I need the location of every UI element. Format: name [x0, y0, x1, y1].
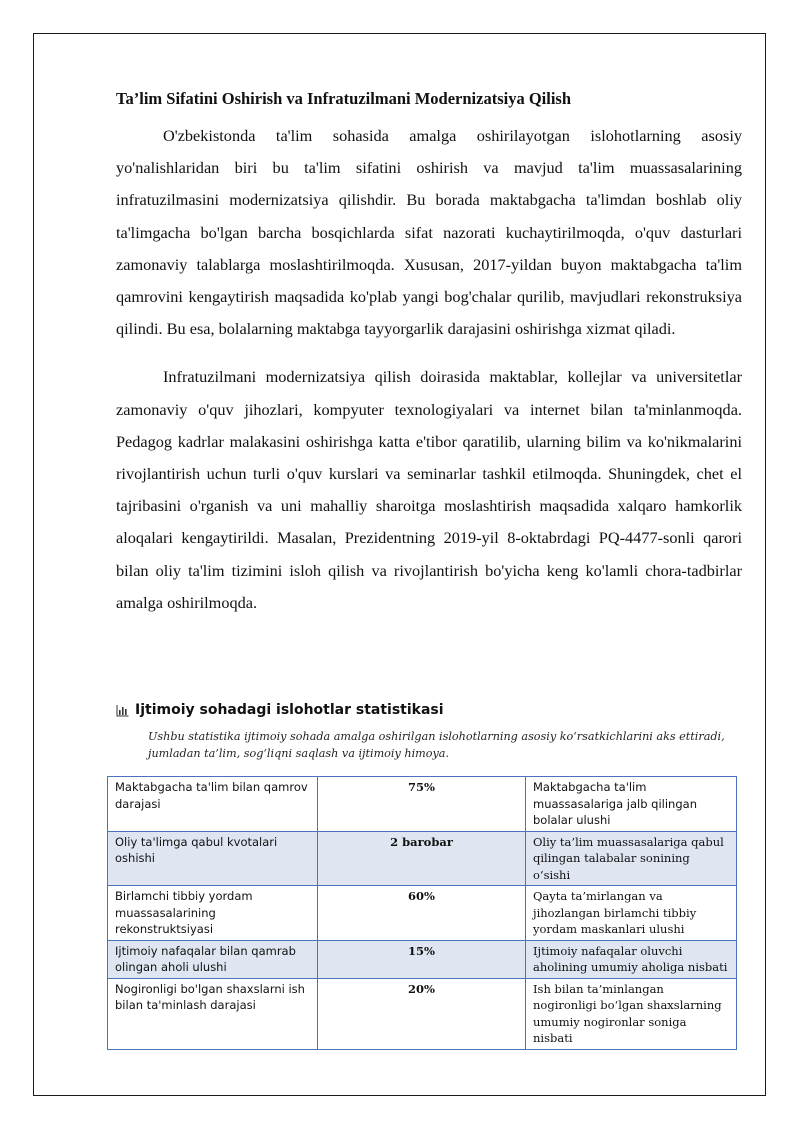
note-cell: Qayta ta’mirlangan va jihozlangan birlamchi tibbiy yordam maskanlari ulushi	[526, 886, 737, 941]
value-cell: 75%	[318, 777, 526, 832]
table-row	[108, 940, 737, 978]
stats-description: Ushbu statistika ijtimoiy sohada amalga oshirilgan islohotlarning asosiy ko‘rsatkichlarini aks ettiradi, jumladan ta’lim, sog‘liqni saqlash va ijtimoiy himoya.	[148, 730, 725, 760]
stats-section	[116, 702, 776, 762]
indicator-cell: Oliy ta'limga qabul kvotalari oshishi	[108, 831, 318, 886]
paragraph-1: O'zbekistonda ta'lim sohasida amalga oshirilayotgan islohotlarning asosiy yo'nalishlaridan biri bu ta'lim sifatini oshirish va mavjud ta'lim muassasalarining infratuzilmasini modernizatsiya qilishdir. Bu borada maktabgacha ta'limdan boshlab oliy ta'limgacha bo'lgan barcha bosqichlarda sifat nazorati kuchaytirilmoqda, o'quv dasturlari zamonaviy talablarga moslashtirilmoqda. Xususan, 2017-yildan buyon maktabgacha ta'lim qamrovini kengaytirish maqsadida ko'plab yangi bog'chalar qurilib, mavjudlari rekonstruksiya qilindi. Bu esa, bolalarning maktabga tayyorgarlik darajasini oshirishga xizmat qiladi.	[116, 126, 742, 339]
stats-heading-text: Ijtimoiy sohadagi islohotlar statistikasi	[135, 702, 444, 718]
table-row	[108, 978, 737, 1049]
note-cell: Oliy ta’lim muassasalariga qabul qilingan talabalar sonining o‘sishi	[526, 831, 737, 886]
indicator-cell: Nogironligi bo'lgan shaxslarni ish bilan ta'minlash darajasi	[108, 978, 318, 1049]
indicator-cell: Maktabgacha ta'lim bilan qamrov darajasi	[108, 777, 318, 832]
stats-table	[107, 776, 737, 1050]
stats-heading	[116, 702, 776, 718]
note-cell: Ijtimoiy nafaqalar oluvchi aholining umumiy aholiga nisbati	[526, 940, 737, 978]
table-row	[108, 831, 737, 886]
value-cell: 60%	[318, 886, 526, 941]
value-cell: 2 barobar	[318, 831, 526, 886]
document-body	[116, 86, 742, 619]
table-row	[108, 777, 737, 832]
document-title: Ta’lim Sifatini Oshirish va Infratuzilmani Modernizatsiya Qilish	[116, 89, 572, 108]
bar-chart-icon	[116, 704, 129, 717]
table-row	[108, 886, 737, 941]
paragraph-2: Infratuzilmani modernizatsiya qilish doirasida maktablar, kollejlar va universitetlar zamonaviy o'quv jihozlari, kompyuter texnologiyalari va internet bilan ta'minlanmoqda. Pedagog kadrlar malakasini oshirishga katta e'tibor qaratilib, ularning bilim va ko'nikmalarini rivojlantirish uchun turli o'quv kurslari va seminarlar tashkil etilmoqda. Shuningdek, chet el tajribasini o'rganish va uni mahalliy sharoitga moslashtirish maqsadida xalqaro hamkorlik aloqalari kengaytirildi. Masalan, Prezidentning 2019-yil 8-oktabrdagi PQ-4477-sonli qarori bilan oliy ta'lim tizimini isloh qilish va rivojlantirish bo'yicha keng ko'lamli chora-tadbirlar amalga oshirilmoqda.	[116, 367, 742, 612]
note-cell: Maktabgacha ta'lim muassasalariga jalb qilingan bolalar ulushi	[526, 777, 737, 832]
note-cell: Ish bilan ta’minlangan nogironligi bo‘lgan shaxslarning umumiy nogironlar soniga nisbati	[526, 978, 737, 1049]
indicator-cell: Ijtimoiy nafaqalar bilan qamrab olingan aholi ulushi	[108, 940, 318, 978]
indicator-cell: Birlamchi tibbiy yordam muassasalarining rekonstruktsiyasi	[108, 886, 318, 941]
value-cell: 15%	[318, 940, 526, 978]
value-cell: 20%	[318, 978, 526, 1049]
